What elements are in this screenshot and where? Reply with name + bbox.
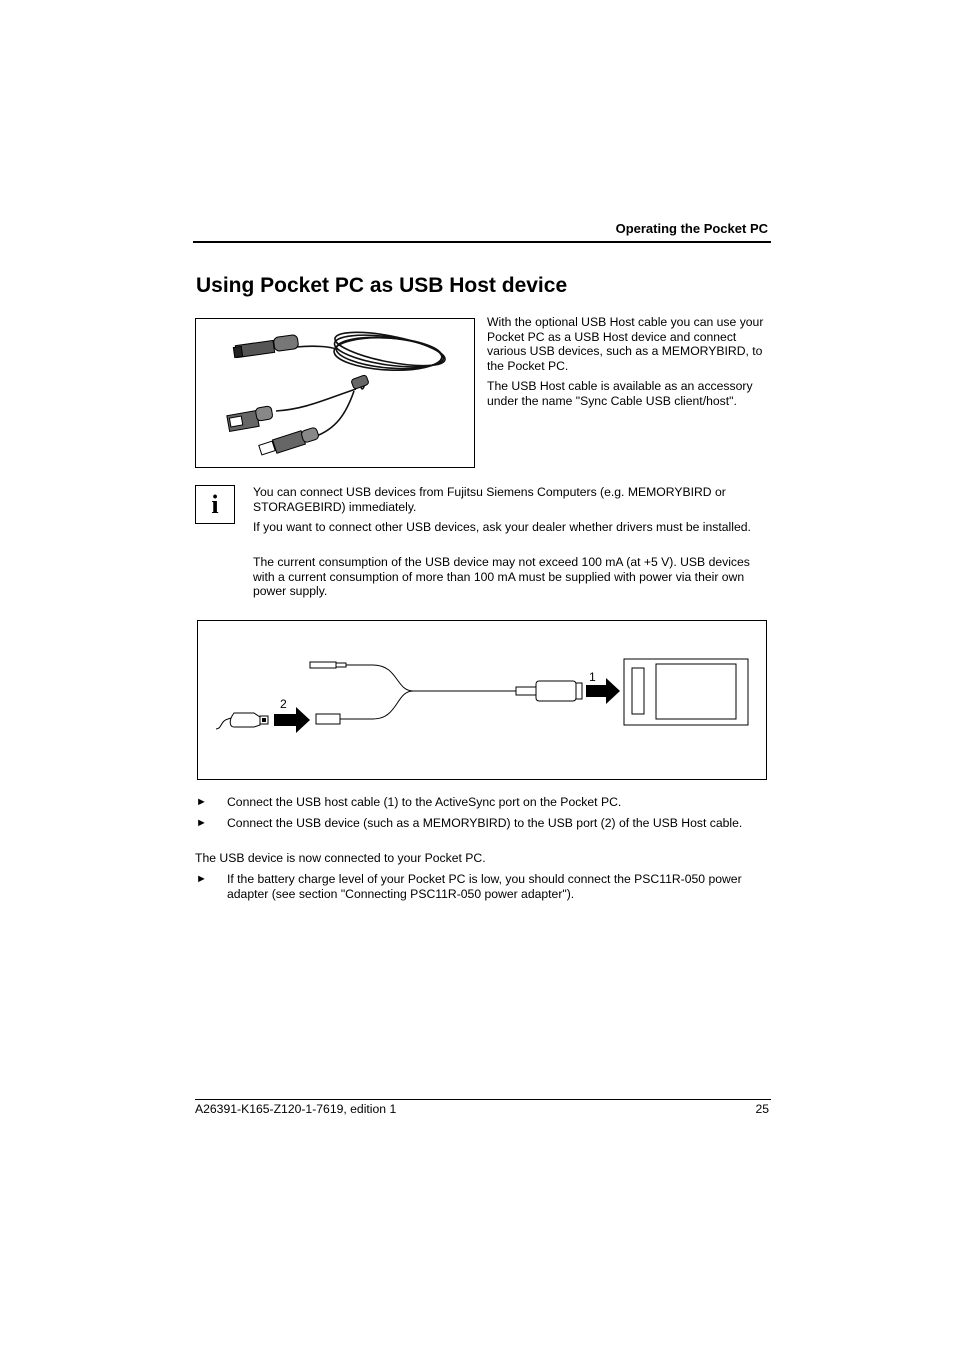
- document-id: A26391-K165-Z120-1-7619, edition 1: [195, 1102, 397, 1116]
- intro-paragraph-1: With the optional USB Host cable you can use your Pocket PC as a USB Host device and connect various USB devices, such as a MEMORYBIRD, to the Pocket PC.: [487, 315, 764, 373]
- info-note-paragraph-3: The current consumption of the USB device may not exceed 100 mA (at +5 V). USB devices with a current consumption of more than 100 mA must be supplied with power via their own power supply.: [253, 555, 750, 598]
- diagram-label-2: 2: [280, 697, 287, 711]
- connection-diagram: [197, 620, 767, 780]
- footer-rule: [195, 1099, 771, 1100]
- step-1-text: Connect the USB host cable (1) to the ActiveSync port on the Pocket PC.: [227, 795, 622, 809]
- info-note-paragraph-2: If you want to connect other USB devices, ask your dealer whether drivers must be installed.: [253, 520, 751, 534]
- intro-paragraph-2: The USB Host cable is available as an accessory under the name "Sync Cable USB client/host".: [487, 379, 753, 408]
- step-2-text: Connect the USB device (such as a MEMORYBIRD) to the USB port (2) of the USB Host cable.: [227, 816, 743, 830]
- info-note-paragraph-1: You can connect USB devices from Fujitsu Siemens Computers (e.g. MEMORYBIRD or STORAGEBIRD) immediately.: [253, 485, 726, 514]
- info-icon: i: [195, 485, 235, 524]
- step-3-text: If the battery charge level of your Pocket PC is low, you should connect the PSC11R-050 power adapter (see section "Connecting PSC11R-050 power adapter").: [227, 872, 742, 901]
- page-number: 25: [755, 1102, 769, 1116]
- result-text: The USB device is now connected to your Pocket PC.: [195, 851, 486, 865]
- header-rule: [193, 241, 771, 243]
- bullet-marker: ►: [196, 817, 207, 829]
- page-title: Using Pocket PC as USB Host device: [196, 274, 568, 297]
- bullet-marker: ►: [196, 873, 207, 885]
- usb-cable-illustration: [196, 319, 474, 467]
- diagram-label-1: 1: [589, 670, 596, 684]
- running-header: Operating the Pocket PC: [615, 221, 768, 236]
- bullet-marker: ►: [196, 796, 207, 808]
- usb-cable-photo: [195, 318, 475, 468]
